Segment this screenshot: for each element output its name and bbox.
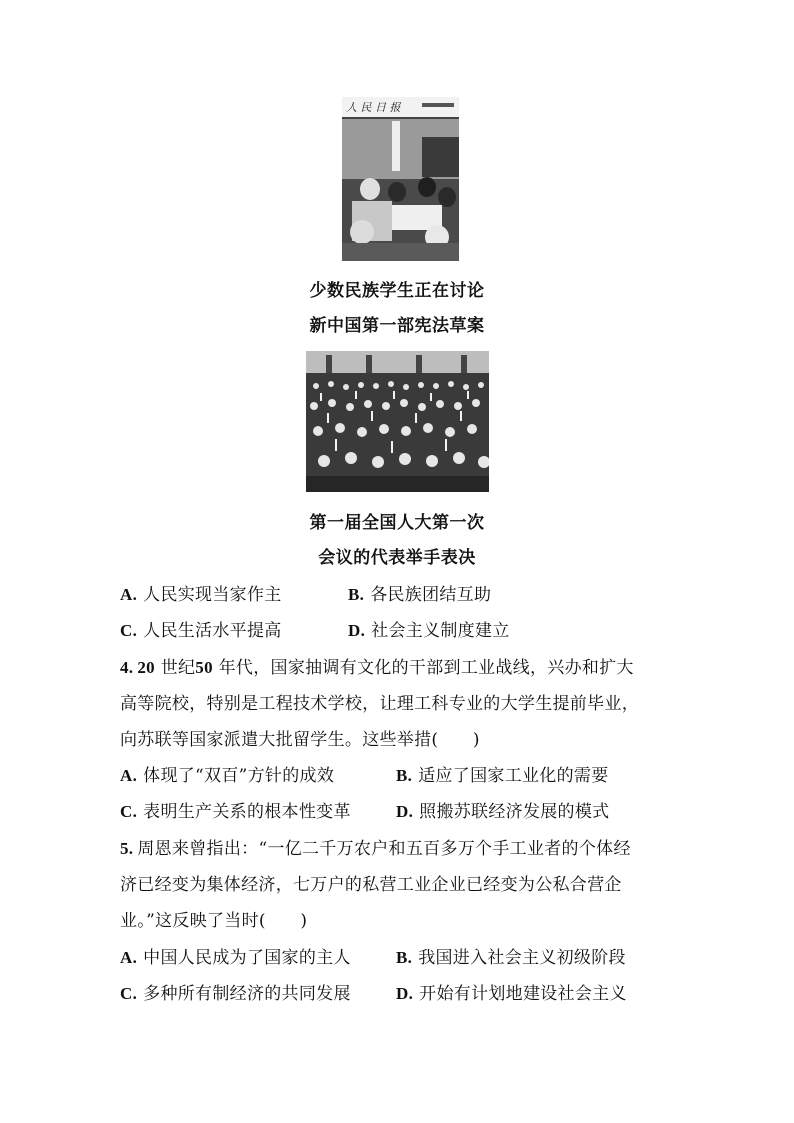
q5-option-c [120, 979, 351, 1004]
q3-option-c-text: 人民生活水平提高 [143, 621, 282, 641]
q4-option-d [396, 797, 609, 822]
photo2-caption-line2: 会议的代表举手表决 [318, 548, 476, 568]
q3-option-b-key: B. [348, 585, 365, 604]
q5-stem-line3: 业。”这反映了当时( ) [120, 911, 308, 931]
q5-number: 5. [120, 839, 134, 858]
q4-stem-line2: 高等院校，特别是工程技术学校，让理工科专业的大学生提前毕业， [120, 694, 639, 714]
q5-option-d-key: D. [396, 984, 414, 1003]
q3-option-b-text: 各民族团结互助 [370, 585, 492, 605]
q4-text-a: 世纪 [160, 658, 196, 678]
npc-vote-illustration [306, 351, 489, 492]
photo1-caption-line2: 新中国第一部宪法草案 [309, 316, 485, 336]
newspaper-masthead: 人 民 日 报 [346, 101, 401, 114]
q4-option-c-key: C. [120, 802, 138, 821]
q5-stem-line1 [120, 834, 631, 859]
q3-option-d [348, 616, 510, 641]
q3-option-a-key: A. [120, 585, 138, 604]
q4-option-b-key: B. [396, 766, 413, 785]
photo1-caption-line1: 少数民族学生正在讨论 [309, 281, 485, 301]
q5-option-a-key: A. [120, 948, 138, 967]
q5-option-d-text: 开始有计划地建设社会主义 [419, 984, 627, 1004]
q4-stem-line3: 向苏联等国家派遣大批留学生。这些举措( ) [120, 730, 480, 750]
q4-option-d-text: 照搬苏联经济发展的模式 [419, 802, 610, 822]
q3-option-c-key: C. [120, 621, 138, 640]
q4-option-a [120, 761, 334, 786]
q5-option-c-key: C. [120, 984, 138, 1003]
q4-option-a-key: A. [120, 766, 138, 785]
q4-option-c-text: 表明生产关系的根本性变革 [143, 802, 351, 822]
q4-text-b: 年代，国家抽调有文化的干部到工业战线，兴办和扩大 [218, 658, 634, 678]
q4-option-b-text: 适应了国家工业化的需要 [418, 766, 609, 786]
students-discussion-illustration [342, 97, 459, 261]
q4-option-c [120, 797, 351, 822]
q5-option-a-text: 中国人民成为了国家的主人 [143, 948, 351, 968]
q3-option-d-key: D. [348, 621, 366, 640]
q4-year-b: 50 [195, 658, 213, 677]
students-discussion-photo [342, 97, 459, 261]
q5-option-b-text: 我国进入社会主义初级阶段 [418, 948, 626, 968]
q5-option-d [396, 979, 627, 1004]
q4-number: 4. [120, 658, 134, 677]
q5-stem-line2: 济已经变为集体经济，七万户的私营工业企业已经变为公私合营企 [120, 875, 622, 895]
q4-option-a-text: 体现了“双百”方针的成效 [143, 766, 335, 786]
photo2-caption-line1: 第一届全国人大第一次 [309, 513, 485, 533]
q3-option-d-text: 社会主义制度建立 [371, 621, 510, 641]
q4-option-d-key: D. [396, 802, 414, 821]
q5-option-b [396, 943, 626, 968]
q3-option-c [120, 616, 282, 641]
q3-option-a [120, 580, 282, 605]
q5-text-line1: 周恩来曾指出：“一亿二千万农户和五百多万个手工业者的个体经 [137, 839, 631, 859]
q5-option-b-key: B. [396, 948, 413, 967]
q4-year-a: 20 [137, 658, 155, 677]
q3-option-a-text: 人民实现当家作主 [143, 585, 282, 605]
q5-option-a [120, 943, 351, 968]
q5-option-c-text: 多种所有制经济的共同发展 [143, 984, 351, 1004]
npc-vote-photo [306, 351, 489, 492]
q4-stem-line1 [120, 653, 634, 678]
q3-option-b [348, 580, 491, 605]
q4-option-b [396, 761, 609, 786]
